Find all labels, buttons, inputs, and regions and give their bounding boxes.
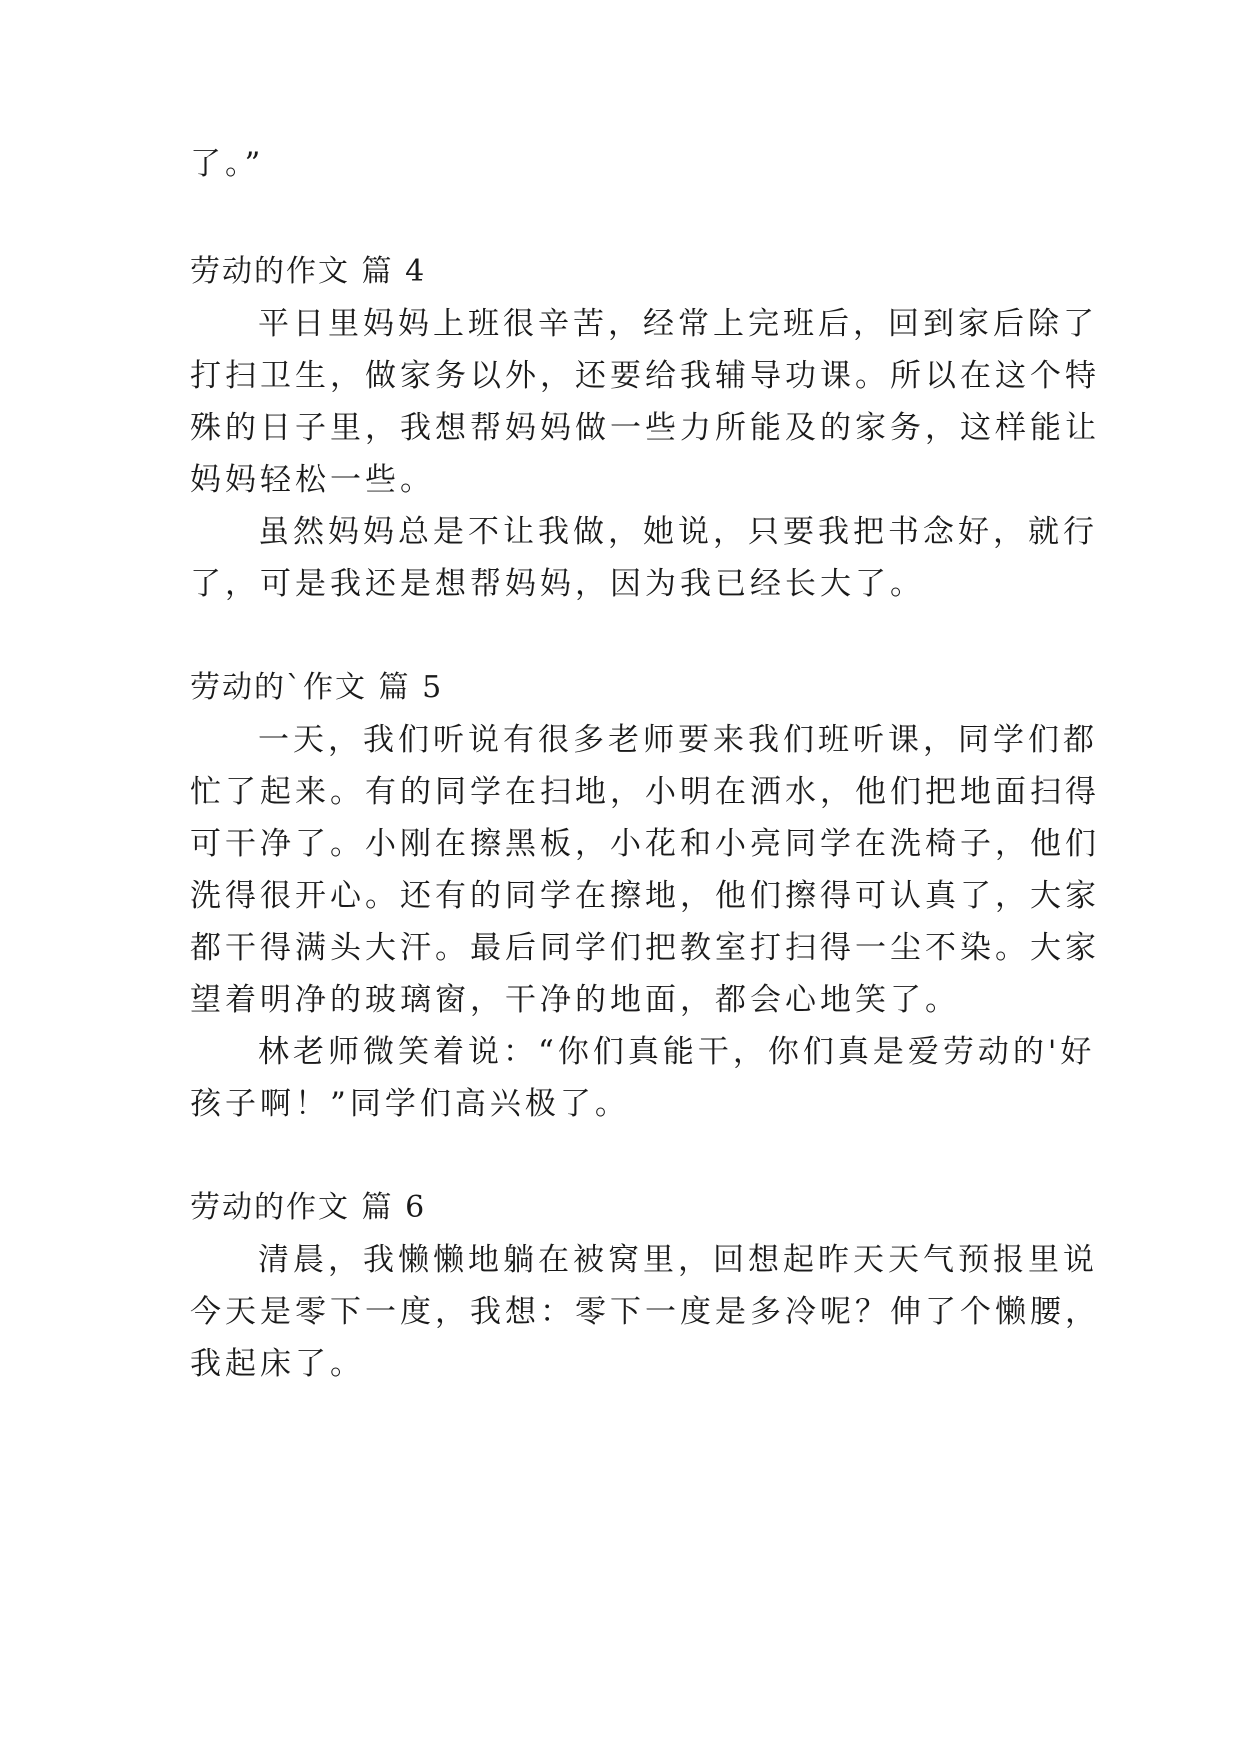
paragraph-line: 一天，我们听说有很多老师要来我们班听课，同学们都 bbox=[258, 722, 1098, 758]
paragraph-line: 我起床了。 bbox=[190, 1346, 365, 1382]
paragraph-line: 虽然妈妈总是不让我做，她说，只要我把书念好，就行 bbox=[258, 514, 1098, 550]
paragraph-line: 打扫卫生，做家务以外，还要给我辅导功课。所以在这个特 bbox=[190, 358, 1100, 394]
section-heading-5: 劳动的`作文 篇 5 bbox=[190, 670, 444, 705]
paragraph-line: 了，可是我还是想帮妈妈，因为我已经长大了。 bbox=[190, 566, 925, 602]
fragment-line: 了。” bbox=[190, 146, 265, 182]
paragraph-line: 妈妈轻松一些。 bbox=[190, 462, 435, 498]
paragraph-line: 都干得满头大汗。最后同学们把教室打扫得一尘不染。大家 bbox=[190, 930, 1100, 966]
section-heading-4: 劳动的作文 篇 4 bbox=[190, 254, 427, 289]
paragraph-line: 望着明净的玻璃窗，干净的地面，都会心地笑了。 bbox=[190, 982, 960, 1018]
paragraph-line: 洗得很开心。还有的同学在擦地，他们擦得可认真了，大家 bbox=[190, 878, 1100, 914]
paragraph-line: 平日里妈妈上班很辛苦，经常上完班后，回到家后除了 bbox=[258, 306, 1098, 342]
paragraph-line: 忙了起来。有的同学在扫地，小明在洒水，他们把地面扫得 bbox=[190, 774, 1100, 810]
paragraph-line: 林老师微笑着说：“你们真能干，你们真是爱劳动的'好 bbox=[258, 1034, 1096, 1070]
paragraph-line: 清晨，我懒懒地躺在被窝里，回想起昨天天气预报里说 bbox=[258, 1242, 1098, 1278]
section-heading-6: 劳动的作文 篇 6 bbox=[190, 1190, 427, 1225]
paragraph-line: 可干净了。小刚在擦黑板，小花和小亮同学在洗椅子，他们 bbox=[190, 826, 1100, 862]
paragraph-line: 孩子啊！”同学们高兴极了。 bbox=[190, 1086, 630, 1122]
paragraph-line: 今天是零下一度，我想：零下一度是多冷呢？伸了个懒腰， bbox=[190, 1294, 1100, 1330]
paragraph-line: 殊的日子里，我想帮妈妈做一些力所能及的家务，这样能让 bbox=[190, 410, 1100, 446]
